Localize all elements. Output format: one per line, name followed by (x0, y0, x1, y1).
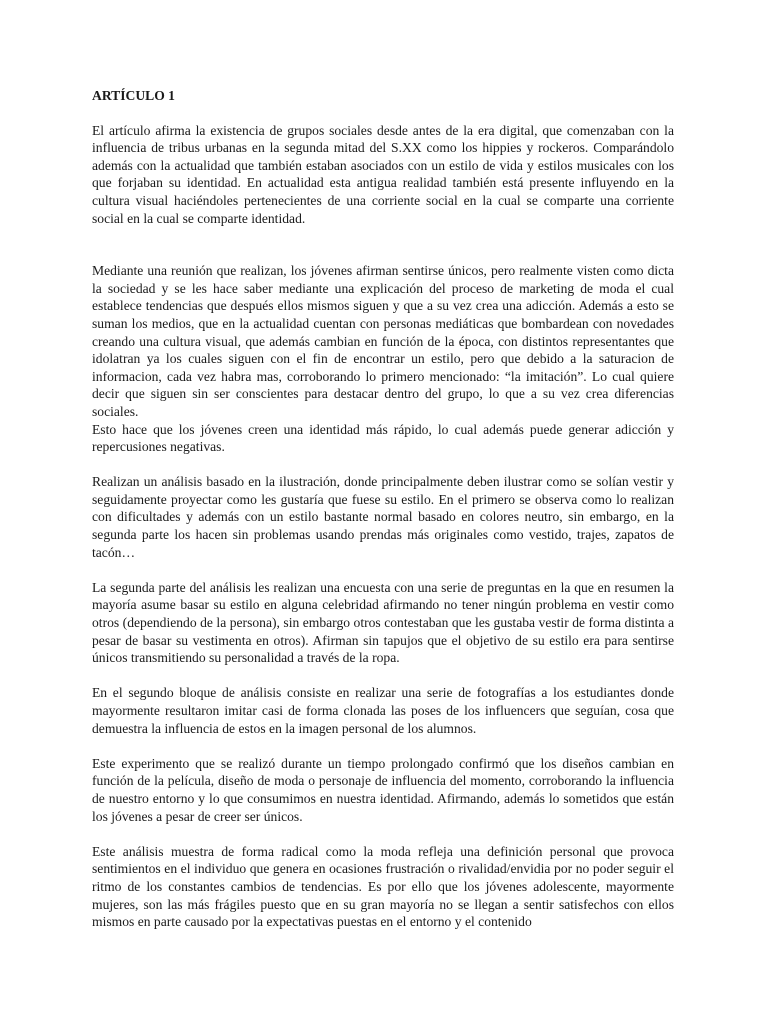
paragraph-2: Mediante una reunión que realizan, los jóvenes afirman sentirse únicos, pero realmente visten como dicta la sociedad y se les hace saber mediante una explicación del proceso de marketing de moda el cual establece tendencias que después ellos mismos siguen y que a su vez crea una adicción. Además a esto se suman los medios, que en la actualidad cuentan con personas mediáticas que bombardean con novedades creando una cultura visual, que además cambian en función de la época, con distintos representantes que idolatran ya los cuales siguen con el fin de encontrar un estilo, pero que debido a la saturacion de informacion, cada vez habra mas, corroborando lo primero mencionado: “la imitación”. Lo cual quiere decir que siguen sin ser conscientes para destacar dentro del grupo, lo que a su vez crea diferencias sociales. (92, 263, 674, 419)
document-body (92, 87, 674, 931)
paragraph-7: Este experimento que se realizó durante un tiempo prolongado confirmó que los diseños cambian en función de la película, diseño de moda o personaje de influencia del momento, corroborando la influencia de nuestro entorno y lo que consumimos en nuestra identidad. Afirmando, además lo sometidos que están los jóvenes a pesar de creer ser únicos. (92, 755, 674, 824)
paragraph-4: Realizan un análisis basado en la ilustración, donde principalmente deben ilustrar como se solían vestir y seguidamente proyectar como les gustaría que fuese su estilo. En el primero se observa como lo realizan con dificultades y además con un estilo bastante normal basado en colores neutro, sin embargo, en la segunda parte los hacen sin problemas usando prendas más originales como vestido, trajes, zapatos de tacón… (92, 474, 674, 560)
paragraph-6: En el segundo bloque de análisis consiste en realizar una serie de fotografías a los estudiantes donde mayormente resultaron imitar casi de forma clonada las poses de los influencers que seguían, cosa que demuestra la influencia de estos en la imagen personal de los alumnos. (92, 685, 674, 736)
paragraph-1: El artículo afirma la existencia de grupos sociales desde antes de la era digital, que comenzaban con la influencia de tribus urbanas en la segunda mitad del S.XX como los hippies y rockeros. Comparándolo además con la actualidad que también estaban asociados con un estilo de vida y estilos musicales con los que forjaban su identidad. En actualidad esta antigua realidad también está presente influyendo en la cultura visual haciéndoles pertenecientes de una corriente social en la cual se comparte una corriente social en la cual se comparte identidad. (92, 122, 674, 226)
paragraph-5: La segunda parte del análisis les realizan una encuesta con una serie de preguntas en la que en resumen la mayoría asume basar su estilo en alguna celebridad afirmando no tener ningún problema en vestir como otros (dependiendo de la persona), sin embargo otros contestaban que les gustaba vestir de forma distinta a pesar de basar su vestimenta en otros). Afirman sin tapujos que el objetivo de su estilo era para sentirse únicos transmitiendo su personalidad a través de la ropa. (92, 579, 674, 666)
article-heading: ARTÍCULO 1 (92, 88, 175, 103)
paragraph-8: Este análisis muestra de forma radical como la moda refleja una definición personal que provoca sentimientos en el individuo que genera en ocasiones frustración o rivalidad/envidia por no poder seguir el ritmo de los constantes cambios de tendencias. Es por ello que los jóvenes adolescente, mayormente mujeres, son las más frágiles puesto que en su gran mayoría no se llegan a sentir satisfechos con ellos mismos en parte causado por la expectativas puestas en el entorno y el contenido (92, 843, 674, 930)
paragraph-3: Esto hace que los jóvenes creen una identidad más rápido, lo cual además puede generar adicción y repercusiones negativas. (92, 421, 674, 455)
